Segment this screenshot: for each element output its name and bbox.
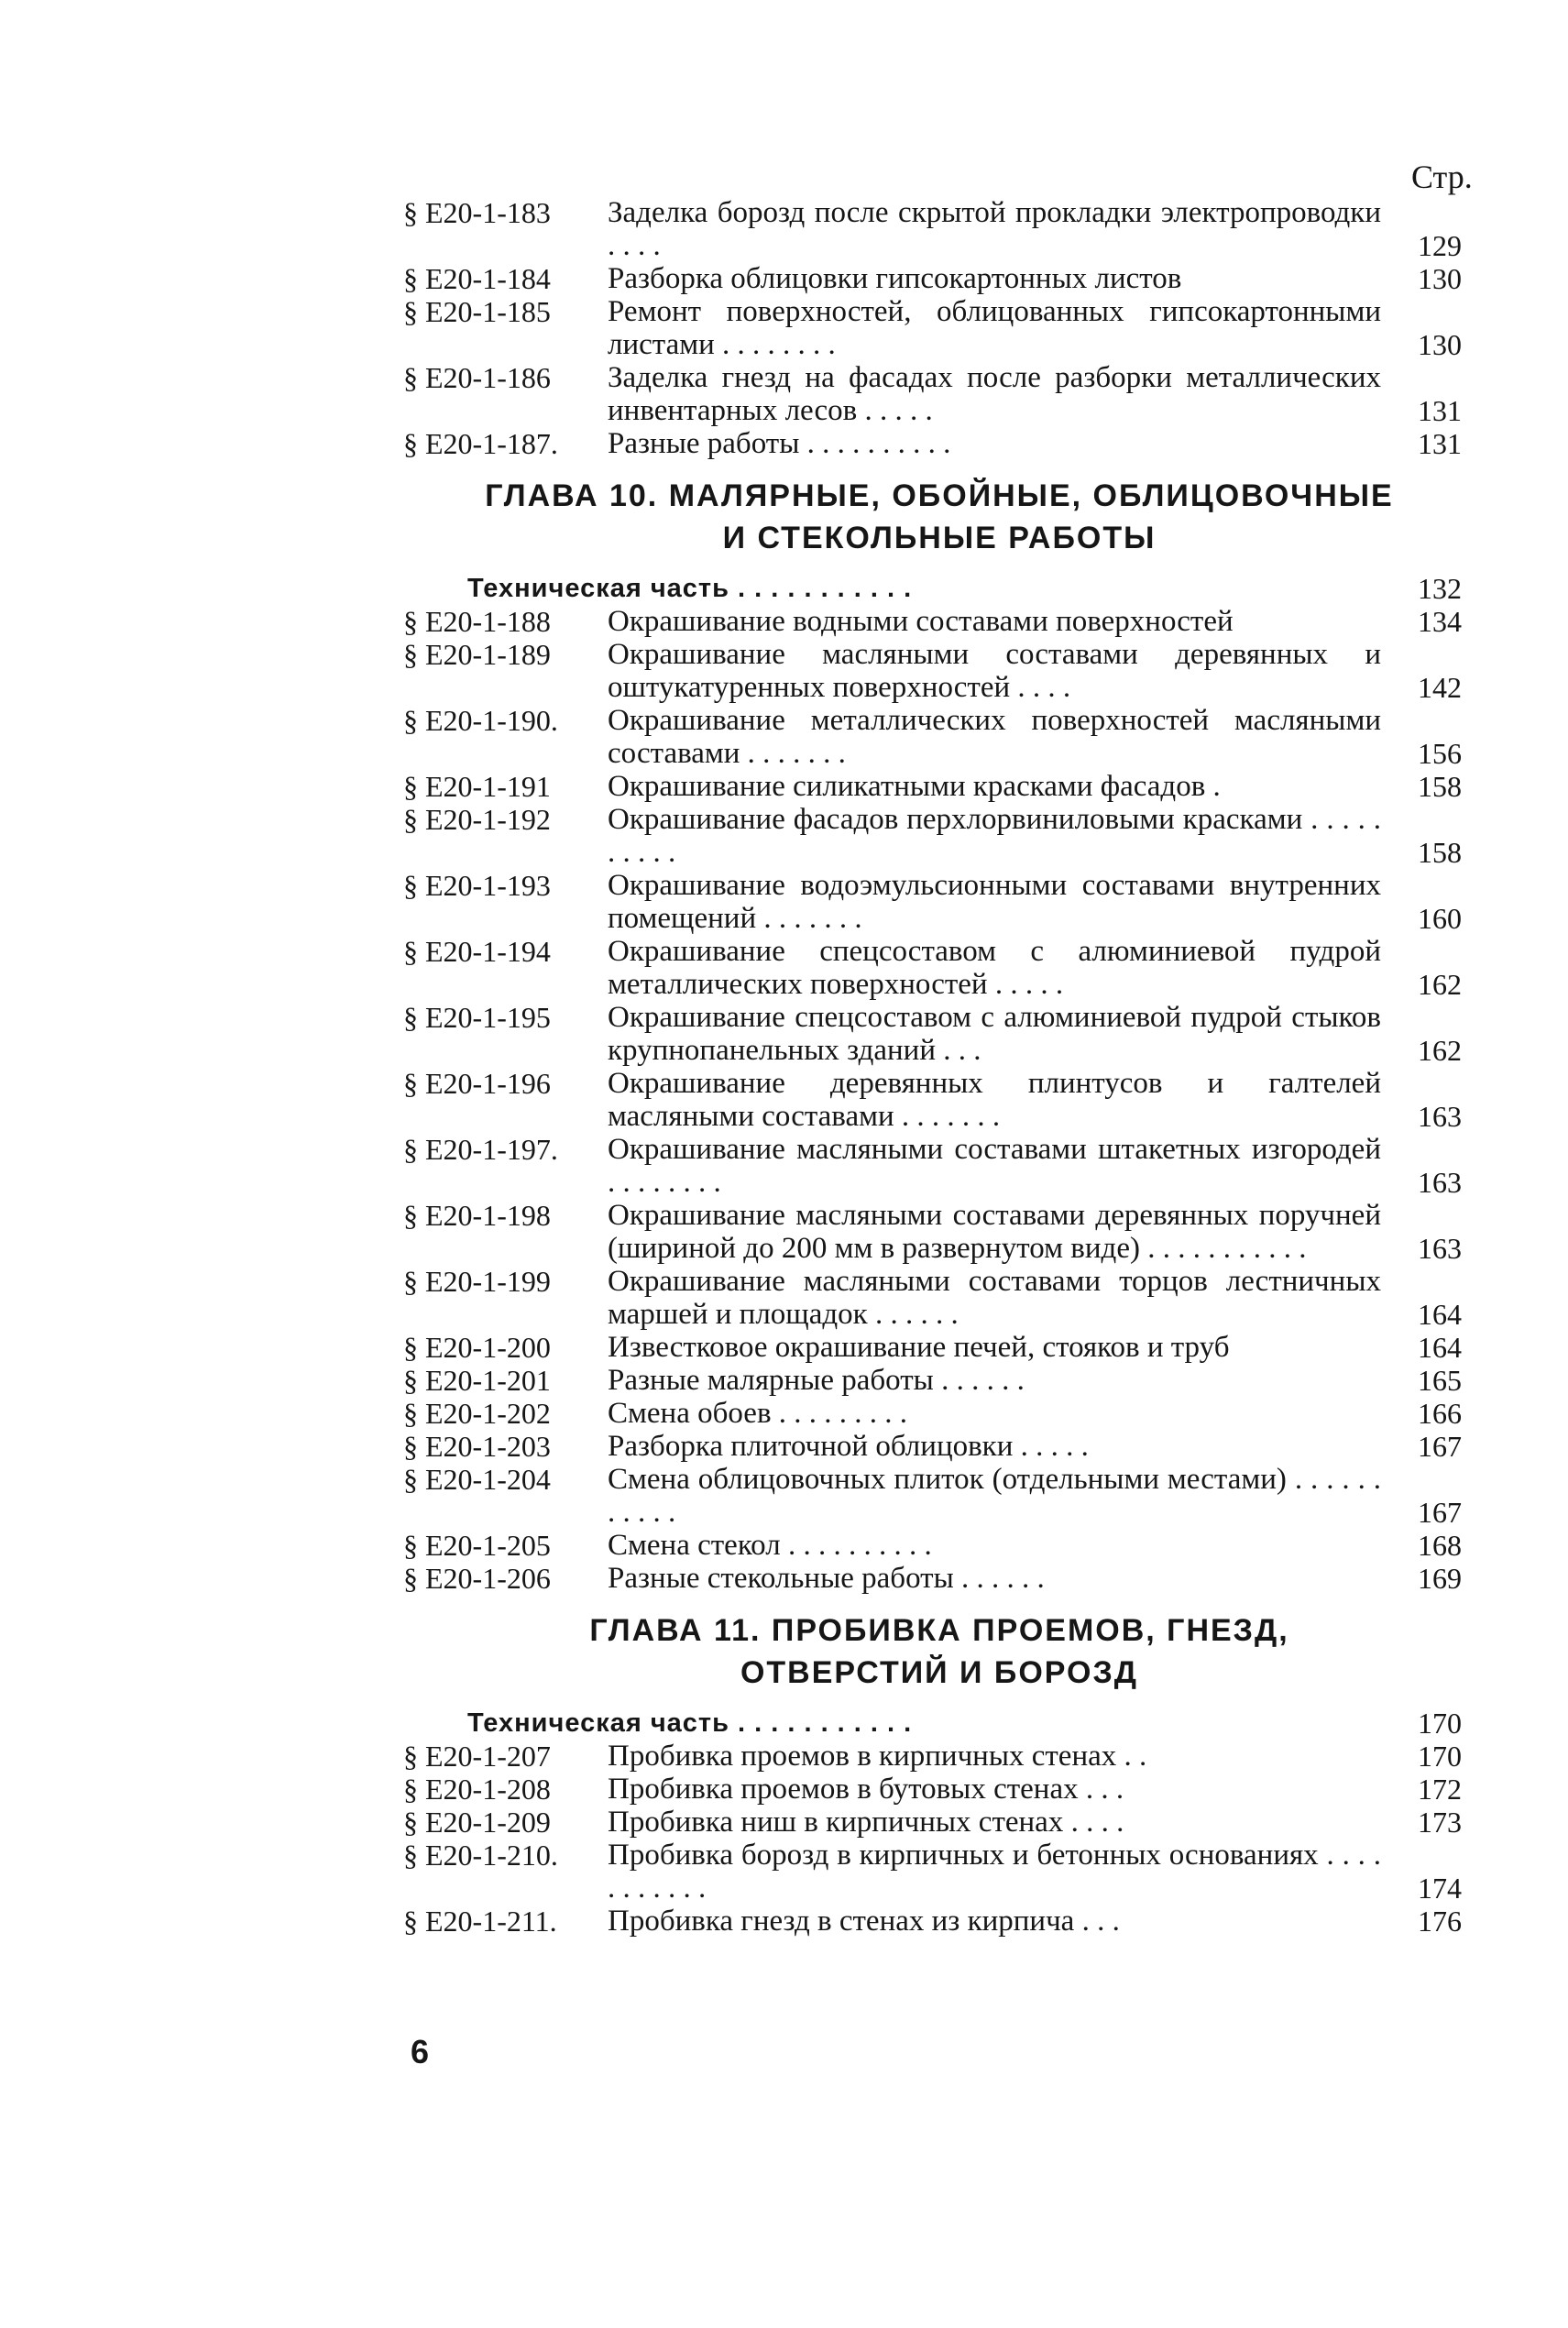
toc-entry-page: 166 xyxy=(1418,1397,1462,1430)
toc-entry xyxy=(403,1430,1475,1463)
toc-entry-title: Окрашивание масляными составами деревянных поручней (шириной до 200 мм в развернутом виде) . . . . . . . . . . . xyxy=(608,1199,1381,1265)
toc-entry-page: 164 xyxy=(1418,1298,1462,1331)
toc-entry-page: 134 xyxy=(1418,605,1462,638)
toc-entry-page: 158 xyxy=(1418,770,1462,803)
toc-entry-title: Окрашивание масляными составами деревянных и оштукатуренных поверхностей . . . . xyxy=(608,638,1381,704)
toc-entry-title: Разборка плиточной облицовки . . . . . xyxy=(608,1430,1089,1463)
toc-entry-page: 160 xyxy=(1418,902,1462,935)
toc-entry-page: 129 xyxy=(1418,229,1462,262)
toc-entry-title: Пробивка проемов в бутовых стенах . . . xyxy=(608,1773,1124,1806)
toc-entry-page: 169 xyxy=(1418,1562,1462,1595)
toc-entry xyxy=(403,1562,1475,1595)
toc-entry-page: 132 xyxy=(1418,572,1462,605)
toc-entry-code: § Е20-1-190. xyxy=(403,704,558,737)
toc-entry-title: Разные стекольные работы . . . . . . xyxy=(608,1562,1045,1595)
toc-entry xyxy=(403,1529,1475,1562)
toc-entry-code: § Е20-1-183 xyxy=(403,196,551,229)
toc-entry-title: Окрашивание водоэмульсионными составами внутренних помещений . . . . . . . xyxy=(608,869,1381,935)
toc-entry-title: Окрашивание масляными составами штакетных изгородей . . . . . . . . xyxy=(608,1133,1381,1199)
toc-entry-code: § Е20-1-204 xyxy=(403,1463,551,1496)
toc-entry-code: § Е20-1-193 xyxy=(403,869,551,902)
toc-entry xyxy=(403,1463,1475,1529)
toc-entry-page: 163 xyxy=(1418,1100,1462,1133)
toc-entry-title: Ремонт поверхностей, облицованных гипсокартонными листами . . . . . . . . xyxy=(608,295,1381,361)
toc-entry-page: 163 xyxy=(1418,1232,1462,1265)
chapter-heading-line: ГЛАВА 10. МАЛЯРНЫЕ, ОБОЙНЫЕ, ОБЛИЦОВОЧНЫЕ xyxy=(485,478,1394,513)
toc-entry xyxy=(403,295,1475,361)
chapter-heading xyxy=(403,475,1475,559)
toc-entry-code: § Е20-1-203 xyxy=(403,1430,551,1463)
toc-entry-page: 156 xyxy=(1418,737,1462,770)
toc-entry xyxy=(403,1905,1475,1938)
toc-entry xyxy=(403,1806,1475,1839)
toc-entry-code: § Е20-1-202 xyxy=(403,1397,551,1430)
toc-entry-code: § Е20-1-198 xyxy=(403,1199,551,1232)
toc-entry xyxy=(403,605,1475,638)
toc-entry-code: § Е20-1-194 xyxy=(403,935,551,968)
table-of-contents xyxy=(403,196,1475,1938)
toc-entry-code: § Е20-1-208 xyxy=(403,1773,551,1806)
toc-entry-page: 162 xyxy=(1418,1034,1462,1067)
toc-entry-title: Окрашивание фасадов перхлорвиниловыми красками . . . . . . . . . . xyxy=(608,803,1381,869)
toc-entry-title: Окрашивание деревянных плинтусов и галтелей масляными составами . . . . . . . xyxy=(608,1067,1381,1133)
toc-entry-code: § Е20-1-205 xyxy=(403,1529,551,1562)
toc-entry xyxy=(403,427,1475,460)
toc-entry xyxy=(403,770,1475,803)
toc-entry-code: § Е20-1-189 xyxy=(403,638,551,671)
toc-entry-code: § Е20-1-187. xyxy=(403,427,558,460)
toc-entry-page: 131 xyxy=(1418,394,1462,427)
toc-entry xyxy=(403,1265,1475,1331)
toc-entry-code: § Е20-1-211. xyxy=(403,1905,557,1938)
toc-entry-code: § Е20-1-199 xyxy=(403,1265,551,1298)
toc-entry xyxy=(403,1839,1475,1905)
chapter-heading-line: И СТЕКОЛЬНЫЕ РАБОТЫ xyxy=(722,521,1157,555)
toc-entry xyxy=(403,361,1475,427)
toc-entry-title: Окрашивание спецсоставом с алюминиевой пудрой металлических поверхностей . . . . . xyxy=(608,935,1381,1001)
toc-entry-title: Пробивка борозд в кирпичных и бетонных основаниях . . . . . . . . . . . xyxy=(608,1839,1381,1905)
chapter-heading-line: ГЛАВА 11. ПРОБИВКА ПРОЕМОВ, ГНЕЗД, xyxy=(589,1613,1289,1648)
toc-entry-title: Окрашивание силикатными красками фасадов . xyxy=(608,770,1221,803)
toc-entry-code: § Е20-1-185 xyxy=(403,295,551,328)
toc-entry-page: 167 xyxy=(1418,1430,1462,1463)
toc-entry-page: 172 xyxy=(1418,1773,1462,1806)
toc-entry xyxy=(403,1001,1475,1067)
toc-entry-title: Техническая часть . . . . . . . . . . . xyxy=(467,574,913,603)
toc-entry xyxy=(403,1067,1475,1133)
toc-entry-title: Окрашивание масляными составами торцов лестничных маршей и площадок . . . . . . xyxy=(608,1265,1381,1331)
toc-entry-code: § Е20-1-184 xyxy=(403,262,551,295)
toc-entry-title: Окрашивание спецсоставом с алюминиевой пудрой стыков крупнопанельных зданий . . . xyxy=(608,1001,1381,1067)
toc-entry-page: 170 xyxy=(1418,1707,1462,1740)
toc-entry xyxy=(403,196,1475,262)
toc-entry-code: § Е20-1-210. xyxy=(403,1839,558,1872)
toc-entry-code: § Е20-1-201 xyxy=(403,1364,551,1397)
page-number: 6 xyxy=(411,2033,430,2070)
toc-entry-title: Заделка гнезд на фасадах после разборки металлических инвентарных лесов . . . . . xyxy=(608,361,1381,427)
toc-entry-title: Разные малярные работы . . . . . . xyxy=(608,1364,1025,1397)
toc-entry-page: 130 xyxy=(1418,262,1462,295)
toc-entry-title: Пробивка гнезд в стенах из кирпича . . . xyxy=(608,1905,1120,1938)
toc-entry-code: § Е20-1-209 xyxy=(403,1806,551,1839)
toc-entry xyxy=(403,1133,1475,1199)
toc-entry-code: § Е20-1-192 xyxy=(403,803,551,836)
toc-entry-technical-part xyxy=(403,1707,1475,1740)
toc-entry-code: § Е20-1-207 xyxy=(403,1740,551,1773)
toc-entry-title: Заделка борозд после скрытой прокладки электропроводки . . . . xyxy=(608,196,1381,262)
toc-entry-title: Разборка облицовки гипсокартонных листов xyxy=(608,262,1182,295)
page-column-label: Стр. xyxy=(1411,159,1473,195)
toc-entry-title: Смена стекол . . . . . . . . . . xyxy=(608,1529,932,1562)
toc-entry xyxy=(403,1199,1475,1265)
toc-entry-title: Техническая часть . . . . . . . . . . . xyxy=(467,1708,913,1738)
toc-entry-page: 176 xyxy=(1418,1905,1462,1938)
toc-entry-code: § Е20-1-206 xyxy=(403,1562,551,1595)
toc-entry xyxy=(403,704,1475,770)
toc-entry-page: 142 xyxy=(1418,671,1462,704)
toc-entry-title: Разные работы . . . . . . . . . . xyxy=(608,427,951,460)
toc-entry-code: § Е20-1-200 xyxy=(403,1331,551,1364)
toc-entry xyxy=(403,935,1475,1001)
chapter-heading xyxy=(403,1609,1475,1694)
toc-entry xyxy=(403,1364,1475,1397)
toc-entry-title: Смена обоев . . . . . . . . . xyxy=(608,1397,908,1430)
toc-entry-page: 164 xyxy=(1418,1331,1462,1364)
toc-entry-page: 167 xyxy=(1418,1496,1462,1529)
toc-entry-title: Известковое окрашивание печей, стояков и труб xyxy=(608,1331,1230,1364)
toc-entry-page: 168 xyxy=(1418,1529,1462,1562)
toc-entry-title: Смена облицовочных плиток (отдельными местами) . . . . . . . . . . . xyxy=(608,1463,1381,1529)
toc-entry-page: 163 xyxy=(1418,1166,1462,1199)
toc-entry-page: 174 xyxy=(1418,1872,1462,1905)
toc-entry-code: § Е20-1-191 xyxy=(403,770,551,803)
toc-entry-page: 170 xyxy=(1418,1740,1462,1773)
toc-entry-code: § Е20-1-186 xyxy=(403,361,551,394)
toc-entry-code: § Е20-1-197. xyxy=(403,1133,558,1166)
toc-entry-title: Окрашивание водными составами поверхностей xyxy=(608,605,1234,638)
toc-entry-code: § Е20-1-188 xyxy=(403,605,551,638)
toc-entry xyxy=(403,262,1475,295)
toc-entry xyxy=(403,1331,1475,1364)
toc-entry-technical-part xyxy=(403,572,1475,605)
toc-entry-page: 173 xyxy=(1418,1806,1462,1839)
chapter-heading-line: ОТВЕРСТИЙ И БОРОЗД xyxy=(740,1655,1139,1690)
toc-entry xyxy=(403,803,1475,869)
toc-entry xyxy=(403,1397,1475,1430)
toc-entry xyxy=(403,638,1475,704)
toc-entry-page: 165 xyxy=(1418,1364,1462,1397)
toc-entry xyxy=(403,1740,1475,1773)
toc-entry-page: 130 xyxy=(1418,328,1462,361)
toc-entry xyxy=(403,1773,1475,1806)
toc-entry-code: § Е20-1-195 xyxy=(403,1001,551,1034)
toc-entry xyxy=(403,869,1475,935)
toc-entry-page: 158 xyxy=(1418,836,1462,869)
toc-entry-title: Пробивка проемов в кирпичных стенах . . xyxy=(608,1740,1147,1773)
toc-entry-title: Пробивка ниш в кирпичных стенах . . . . xyxy=(608,1806,1124,1839)
toc-entry-title: Окрашивание металлических поверхностей масляными составами . . . . . . . xyxy=(608,704,1381,770)
toc-entry-code: § Е20-1-196 xyxy=(403,1067,551,1100)
toc-entry-page: 162 xyxy=(1418,968,1462,1001)
toc-entry-page: 131 xyxy=(1418,427,1462,460)
